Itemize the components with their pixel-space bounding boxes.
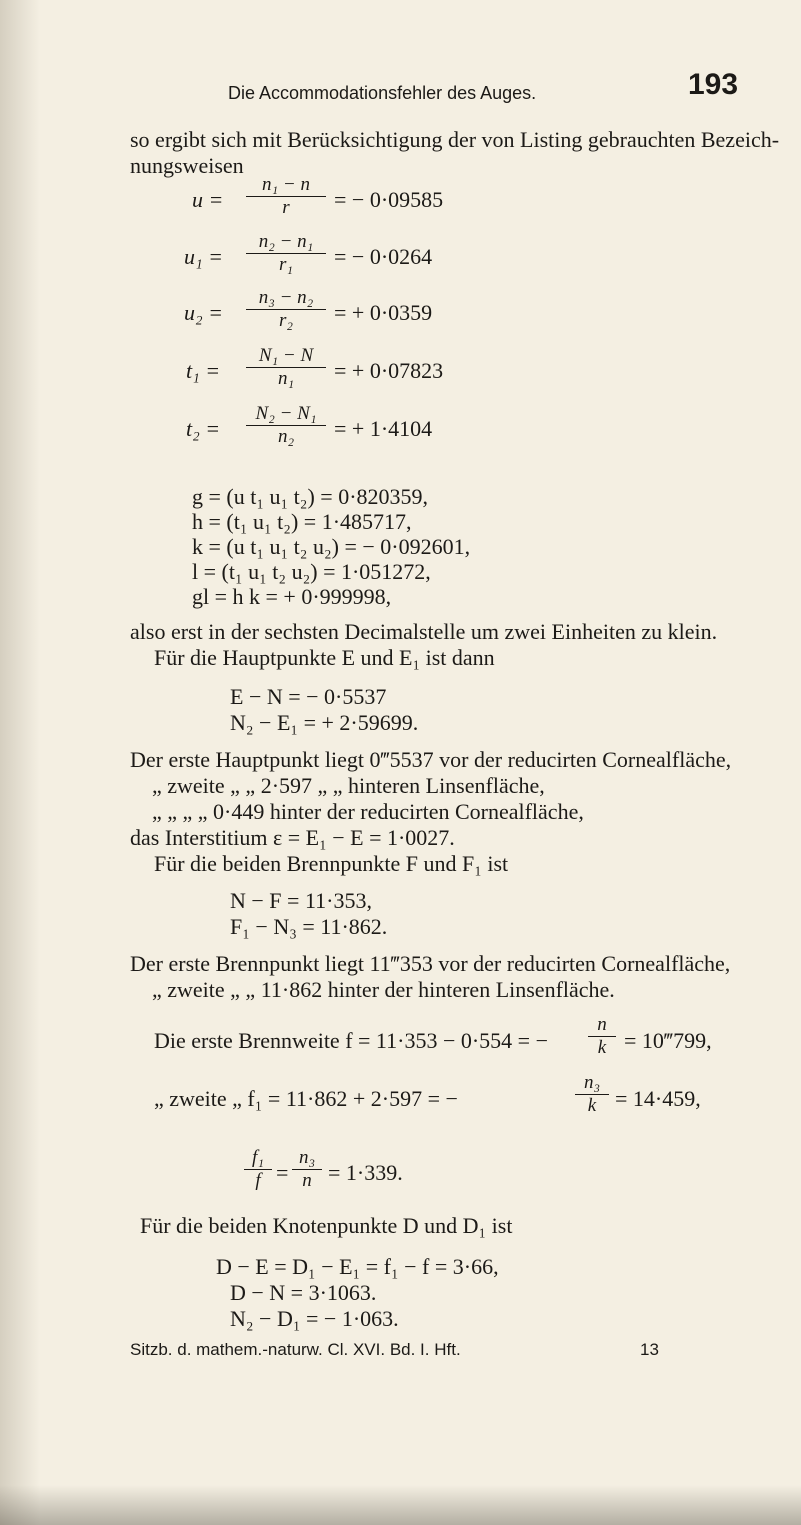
product-l: l = (t₁ u₁ t₂ u₂) = 1·051272, <box>192 559 431 584</box>
brennweite-1-tail: = 10‴799, <box>624 1028 712 1053</box>
def-t1-den: n₁ <box>277 368 295 389</box>
def-t1-lhs: t₁ = <box>186 358 221 383</box>
product-k: k = (u t₁ u₁ t₂ u₂) = − 0·092601, <box>192 534 471 559</box>
def-u-num: n₁ − n <box>246 174 326 197</box>
product-g: g = (u t₁ u₁ t₂) = 0·820359, <box>192 484 429 509</box>
brennweite-2-fraction <box>575 1072 609 1117</box>
page-gutter-shadow <box>0 0 40 1525</box>
ratio-num-1: f₁ <box>244 1147 272 1170</box>
page-bottom-shadow <box>0 1485 801 1525</box>
para2-line-4: das Interstitium ε = E₁ − E = 1·0027. <box>130 825 455 850</box>
def-u1-fraction <box>246 231 326 276</box>
def-t2-rhs: = + 1·4104 <box>334 416 433 441</box>
para3-line-2: „ zweite „ „ 11·862 hinter der hinteren Linsenfläche. <box>152 977 615 1002</box>
intro-line-2: nungsweisen <box>130 153 244 178</box>
para3-line-1: Der erste Brennpunkt liegt 11‴353 vor der reducirten Cornealfläche, <box>130 951 731 976</box>
product-h: h = (t₁ u₁ t₂) = 1·485717, <box>192 509 412 534</box>
brennweite-1-den: k <box>597 1037 607 1058</box>
def-u-lhs: u = <box>192 187 224 212</box>
intro-line-1: so ergibt sich mit Berücksichtigung der von Listing gebrauchten Bezeich- <box>130 127 780 152</box>
hauptpunkt-eq-1: E − N = − 0·5537 <box>230 684 387 709</box>
def-t1-fraction <box>246 345 326 390</box>
ratio-num-2: n₃ <box>292 1147 322 1170</box>
def-u2-den: r₂ <box>279 310 293 331</box>
footer-signature: 13 <box>640 1340 659 1359</box>
def-t1-rhs: = + 0·07823 <box>334 358 444 383</box>
brennweite-2-num: n₃ <box>575 1072 609 1095</box>
brennpunkt-eq-2: F₁ − N₃ = 11·862. <box>230 914 388 939</box>
def-u-rhs: = − 0·09585 <box>334 187 444 212</box>
brennweite-2-den: k <box>587 1095 597 1116</box>
def-u-den: r <box>282 197 290 218</box>
knotenpunkt-eq-2: D − N = 3·1063. <box>230 1280 377 1305</box>
para2-line-2: „ zweite „ „ 2·597 „ „ hinteren Linsenfläche, <box>152 773 545 798</box>
para4-line: Für die beiden Knotenpunkte D und D₁ ist <box>140 1213 513 1238</box>
para2-line-3: „ „ „ „ 0·449 hinter der reducirten Cornealfläche, <box>152 799 584 824</box>
def-u1-den: r₁ <box>279 254 293 275</box>
def-u2-lhs: u₂ = <box>184 300 223 325</box>
ratio-fraction-1 <box>244 1147 272 1192</box>
def-t2-lhs: t₂ = <box>186 416 221 441</box>
para1-line-1: also erst in der sechsten Decimalstelle um zwei Einheiten zu klein. <box>130 619 718 644</box>
para2-line-5: Für die beiden Brennpunkte F und F₁ ist <box>154 851 509 876</box>
para2-line-1: Der erste Hauptpunkt liegt 0‴5537 vor der reducirten Cornealfläche, <box>130 747 732 772</box>
def-u2-num: n₃ − n₂ <box>246 287 326 310</box>
knotenpunkt-eq-3: N₂ − D₁ = − 1·063. <box>230 1306 399 1331</box>
ratio-equals: = <box>276 1160 289 1185</box>
brennweite-1-lead: Die erste Brennweite f = 11·353 − 0·554 = − <box>154 1028 548 1053</box>
def-u2-rhs: = + 0·0359 <box>334 300 433 325</box>
def-t2-fraction <box>246 403 326 448</box>
ratio-den-2: n <box>302 1170 312 1191</box>
brennweite-2-tail: = 14·459, <box>615 1086 701 1111</box>
ratio-fraction-2 <box>292 1147 322 1192</box>
def-u1-num: n₂ − n₁ <box>246 231 326 254</box>
def-t1-num: N₁ − N <box>246 345 326 368</box>
def-t2-num: N₂ − N₁ <box>246 403 326 426</box>
brennpunkt-eq-1: N − F = 11·353, <box>230 888 372 913</box>
def-u1-lhs: u₁ = <box>184 244 223 269</box>
para1-line-2: Für die Hauptpunkte E und E₁ ist dann <box>154 645 495 670</box>
footer-citation: Sitzb. d. mathem.-naturw. Cl. XVI. Bd. I. Hft. <box>130 1340 461 1359</box>
brennweite-2-lead: „ zweite „ f₁ = 11·862 + 2·597 = − <box>154 1086 458 1111</box>
product-gl: gl = h k = + 0·999998, <box>192 584 392 609</box>
knotenpunkt-eq-1: D − E = D₁ − E₁ = f₁ − f = 3·66, <box>216 1254 499 1279</box>
running-title: Die Accommodationsfehler des Auges. <box>228 83 537 103</box>
def-u1-rhs: = − 0·0264 <box>334 244 433 269</box>
def-u-fraction <box>246 174 326 219</box>
ratio-den-1: f <box>255 1170 261 1191</box>
hauptpunkt-eq-2: N₂ − E₁ = + 2·59699. <box>230 710 419 735</box>
page-number: 193 <box>688 68 739 101</box>
def-u2-fraction <box>246 287 326 332</box>
ratio-tail: = 1·339. <box>328 1160 403 1185</box>
brennweite-1-num: n <box>588 1014 616 1037</box>
brennweite-1-fraction <box>588 1014 616 1059</box>
def-t2-den: n₂ <box>277 426 295 447</box>
